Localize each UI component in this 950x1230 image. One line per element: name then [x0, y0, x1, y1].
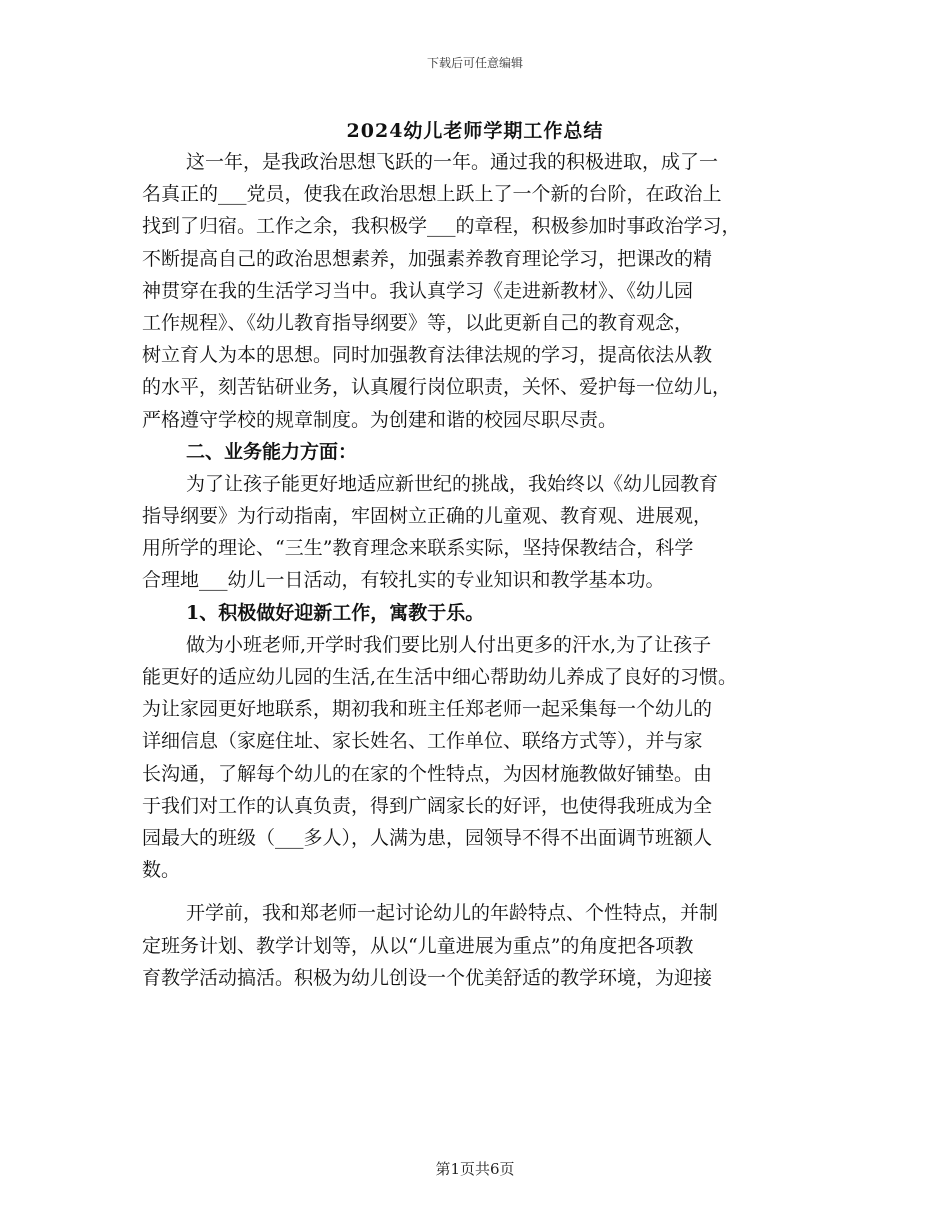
paragraph-line: 严格遵守学校的规章制度。为创建和谐的校园尽职尽责。	[142, 408, 618, 431]
paragraph-line: 名真正的___党员，使我在政治思想上跃上了一个新的台阶，在政治上	[142, 183, 722, 206]
paragraph-line: 的水平，刻苦钻研业务，认真履行岗位职责，关怀、爱护每一位幼儿，	[142, 376, 732, 399]
paragraph-line: 能更好的适应幼儿园的生活,在生活中细心帮助幼儿养成了良好的习惯。	[142, 666, 738, 688]
paragraph-line: 树立育人为本的思想。同时加强教育法律法规的学习，提高依法从教	[142, 344, 713, 367]
paragraph-line: 定班务计划、教学计划等，从以“儿童进展为重点”的角度把各项教	[142, 934, 694, 957]
paragraph-line: 工作规程》、《幼儿教育指导纲要》等，以此更新自己的教育观念，	[142, 311, 694, 334]
paragraph-line: 为让家园更好地联系，期初我和班主任郑老师一起采集每一个幼儿的	[142, 698, 713, 721]
document-title: 2024幼儿老师学期工作总结	[346, 120, 604, 142]
paragraph-line: 不断提高自己的政治思想素养，加强素养教育理论学习，把课改的精	[142, 247, 713, 270]
section-heading: 二、业务能力方面：	[186, 440, 358, 463]
paragraph-line: 详细信息（家庭住址、家长姓名、工作单位、联络方式等），并与家	[142, 730, 703, 753]
paragraph-line: 用所学的理论、“三生”教育理念来联系实际，坚持保教结合，科学	[142, 537, 694, 560]
paragraph-line: 做为小班老师,开学时我们要比别人付出更多的汗水,为了让孩子	[186, 633, 712, 656]
paragraph-line: 数。	[142, 859, 181, 882]
paragraph-line: 合理地___幼儿一日活动，有较扎实的专业知识和教学基本功。	[142, 569, 665, 592]
paragraph-line: 找到了归宿。工作之余，我积极学___的章程，积极参加时事政治学习，	[142, 215, 741, 238]
paragraph-line: 长沟通，了解每个幼儿的在家的个性特点，为因材施教做好铺垫。由	[142, 762, 713, 785]
paragraph-line: 开学前，我和郑老师一起讨论幼儿的年龄特点、个性特点，并制	[186, 902, 719, 925]
paragraph-line: 园最大的班级（___多人），人满为患，园领导不得不出面调节班额人	[142, 826, 713, 849]
paragraph-line: 育教学活动搞活。积极为幼儿创设一个优美舒适的教学环境，为迎接	[142, 966, 713, 989]
page-footer: 第1页共6页	[435, 1160, 515, 1178]
paragraph-line: 指导纲要》为行动指南，牢固树立正确的儿童观、教育观、进展观，	[142, 505, 713, 528]
paragraph-line: 于我们对工作的认真负责，得到广阔家长的好评，也使得我班成为全	[142, 794, 713, 817]
paragraph-gap	[142, 886, 822, 897]
paragraph-line: 这一年，是我政治思想飞跃的一年。通过我的积极进取，成了一	[186, 151, 719, 173]
document-body	[142, 146, 822, 994]
paragraph-line: 神贯穿在我的生活学习当中。我认真学习《走进新教材》、《幼儿园	[142, 279, 694, 302]
paragraph-line: 为了让孩子能更好地适应新世纪的挑战，我始终以《幼儿园教育	[186, 472, 719, 495]
header-note: 下载后可任意编辑	[426, 56, 523, 70]
section-heading: 1、积极做好迎新工作，寓教于乐。	[186, 601, 485, 624]
